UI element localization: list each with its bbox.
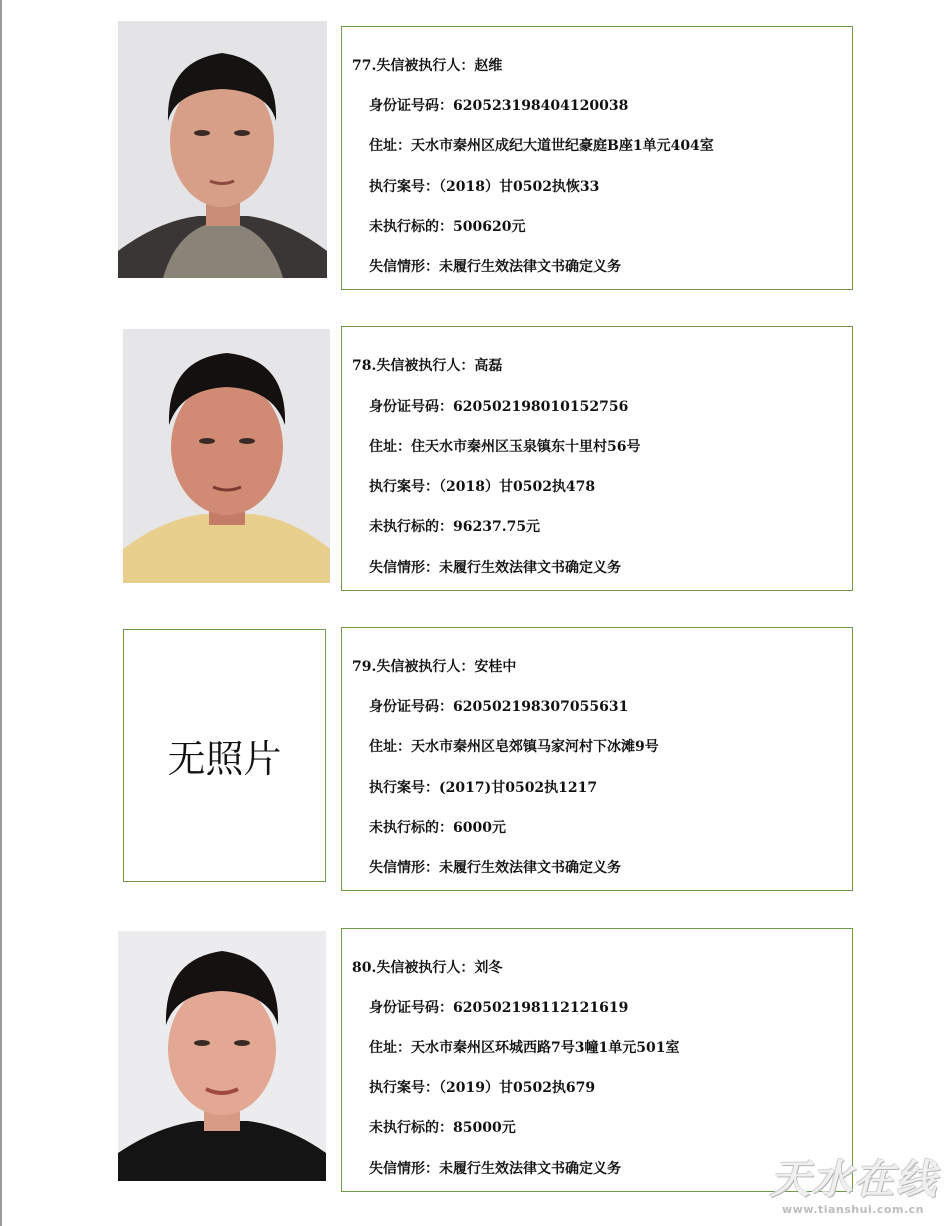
record-79-address: 住址：天水市秦州区皂郊镇马家河村下冰滩9号	[369, 739, 659, 755]
record-77-heading: 77.失信被执行人：赵维	[352, 58, 503, 74]
record-78-address: 住址：住天水市秦州区玉泉镇东十里村56号	[369, 439, 641, 455]
record-80-id: 身份证号码：620502198112121619	[369, 1000, 629, 1016]
no-photo-label: 无照片	[167, 737, 282, 781]
record-79-card	[341, 627, 853, 891]
site-watermark	[770, 1148, 948, 1222]
record-79-id: 身份证号码：620502198307055631	[369, 699, 629, 715]
record-77-amount: 未执行标的：500620元	[369, 219, 526, 235]
portrait-photo-77	[118, 21, 327, 278]
record-78-case-number: 执行案号：（2018）甘0502执478	[369, 479, 596, 495]
record-78-heading: 78.失信被执行人：高磊	[352, 358, 503, 374]
no-photo-box	[123, 629, 326, 882]
record-80-amount: 未执行标的：85000元	[369, 1120, 516, 1136]
portrait-photo-78	[123, 329, 330, 583]
record-77-address: 住址：天水市秦州区成纪大道世纪豪庭B座1单元404室	[369, 138, 714, 154]
record-79-amount: 未执行标的：6000元	[369, 820, 506, 836]
record-79-reason: 失信情形：未履行生效法律文书确定义务	[369, 860, 621, 876]
record-77-card	[341, 26, 853, 290]
record-78-card	[341, 326, 853, 591]
record-78-reason: 失信情形：未履行生效法律文书确定义务	[369, 560, 621, 576]
record-77-case-number: 执行案号：（2018）甘0502执恢33	[369, 179, 600, 195]
record-80-address: 住址：天水市秦州区环城西路7号3幢1单元501室	[369, 1040, 680, 1056]
watermark-url: www.tianshui.com.cn	[782, 1203, 924, 1216]
record-80-reason: 失信情形：未履行生效法律文书确定义务	[369, 1161, 621, 1177]
record-78-id: 身份证号码：620502198010152756	[369, 399, 629, 415]
record-79-case-number: 执行案号：(2017)甘0502执1217	[369, 780, 598, 796]
record-78-amount: 未执行标的：96237.75元	[369, 519, 541, 535]
watermark-title: 天水在线	[770, 1156, 938, 1203]
record-77-reason: 失信情形：未履行生效法律文书确定义务	[369, 259, 621, 275]
record-79-heading: 79.失信被执行人：安桂中	[352, 659, 517, 675]
record-80-case-number: 执行案号：（2019）甘0502执679	[369, 1080, 596, 1096]
portrait-photo-80	[118, 931, 326, 1181]
record-77-id: 身份证号码：620523198404120038	[369, 98, 629, 114]
record-80-heading: 80.失信被执行人：刘冬	[352, 960, 503, 976]
page-left-rule	[0, 0, 2, 1226]
